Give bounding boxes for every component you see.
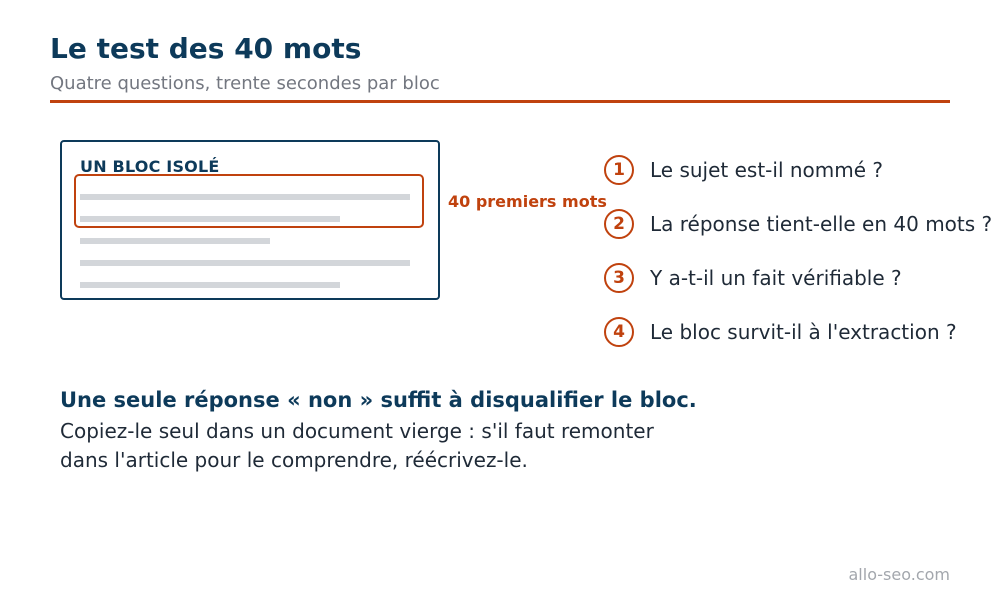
question-item bbox=[604, 154, 883, 186]
question-number-badge: 2 bbox=[604, 209, 634, 239]
question-item bbox=[604, 316, 957, 348]
question-item bbox=[604, 262, 902, 294]
source-credit: allo-seo.com bbox=[848, 565, 950, 584]
text-line-placeholder bbox=[80, 282, 340, 288]
text-line-placeholder bbox=[80, 260, 410, 266]
page-title: Le test des 40 mots bbox=[50, 32, 362, 65]
question-text: La réponse tient-elle en 40 mots ? bbox=[650, 212, 993, 236]
highlight-callout: 40 premiers mots bbox=[448, 192, 607, 211]
question-number-badge: 3 bbox=[604, 263, 634, 293]
text-line-placeholder bbox=[80, 238, 270, 244]
title-divider bbox=[50, 100, 950, 103]
conclusion-body-line: Copiez-le seul dans un document vierge : s'il faut remonter bbox=[60, 419, 654, 443]
question-text: Le bloc survit-il à l'extraction ? bbox=[650, 320, 957, 344]
conclusion-headline: Une seule réponse « non » suffit à disqualifier le bloc. bbox=[60, 388, 697, 412]
question-text: Le sujet est-il nommé ? bbox=[650, 158, 884, 182]
question-number-badge: 1 bbox=[604, 155, 634, 185]
bloc-label: UN BLOC ISOLÉ bbox=[80, 157, 220, 176]
first-40-words-highlight bbox=[74, 174, 424, 228]
conclusion-body-line: dans l'article pour le comprendre, réécrivez-le. bbox=[60, 448, 528, 472]
page-subtitle: Quatre questions, trente secondes par bloc bbox=[50, 73, 440, 94]
question-number-badge: 4 bbox=[604, 317, 634, 347]
question-item bbox=[604, 208, 992, 240]
question-text: Y a-t-il un fait vérifiable ? bbox=[650, 266, 902, 290]
